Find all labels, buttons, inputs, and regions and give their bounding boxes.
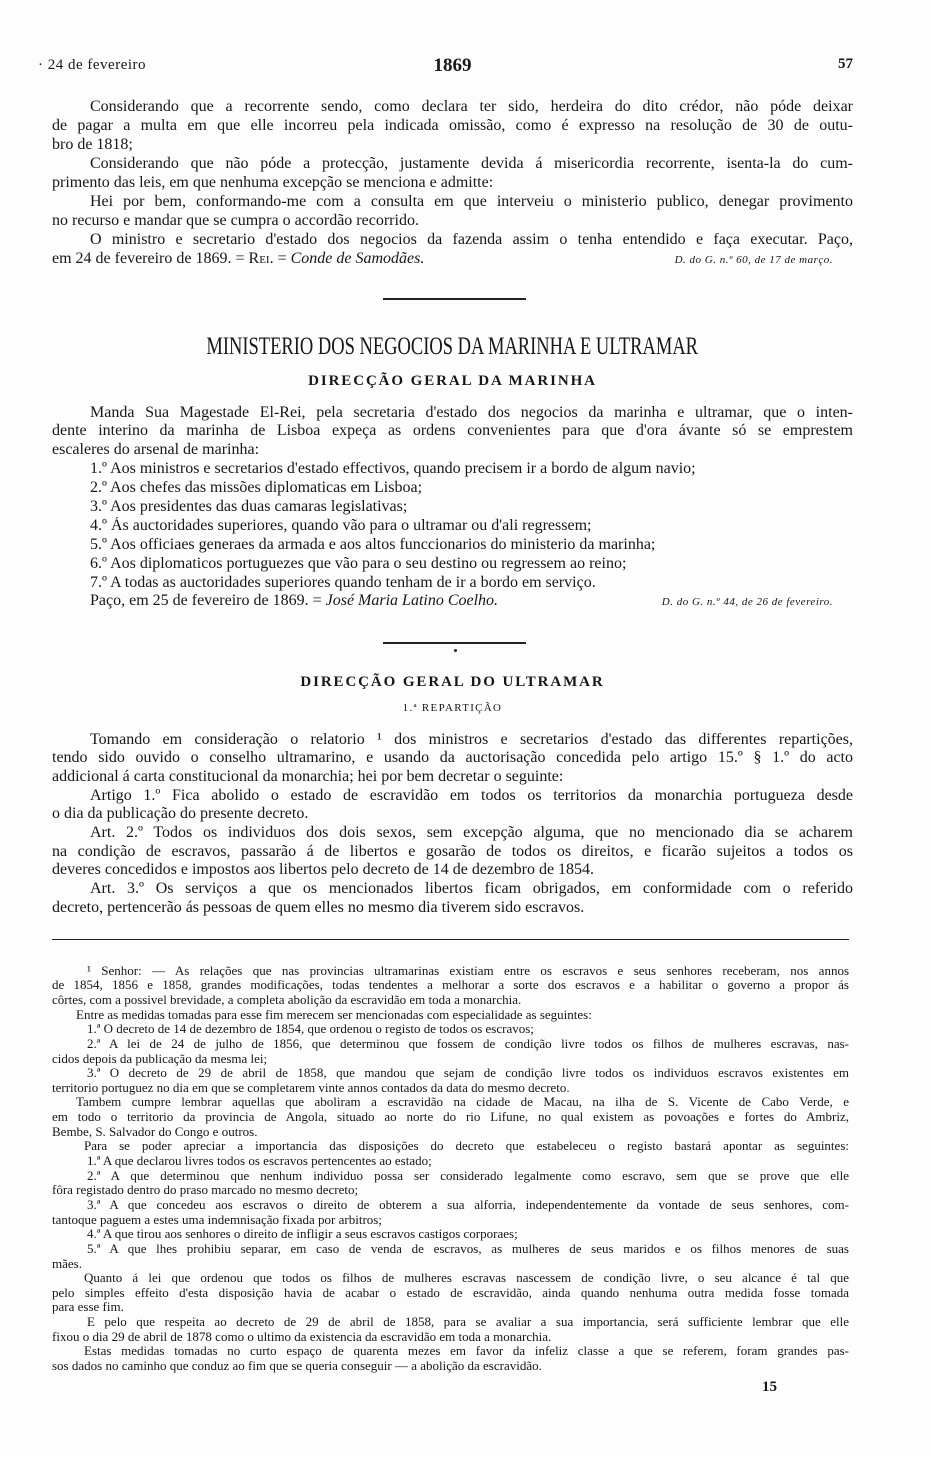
text-line: primento das leis, em que nenhuma excepção se menciona e admitte: — [52, 173, 494, 191]
text-line: no recurso e mandar que se cumpra o accordão recorrido. — [52, 211, 419, 229]
footnote-line: 4.ª A que tirou aos senhores o direito de infligir a seus escravos castigos corporaes; — [87, 1227, 518, 1242]
running-header-year: 1869 — [433, 55, 472, 76]
list-item: 5.º Aos officiaes generaes da armada e aos altos funccionarios do ministerio da marinha; — [90, 535, 656, 553]
decree-fazenda — [52, 97, 853, 268]
signature-text — [52, 249, 424, 268]
list-item: 6.º Aos diplomaticos portuguezes que vão para o seu destino ou regressem ao reino; — [90, 554, 627, 572]
footnote-line: fixou o dia 29 de abril de 1878 como o ultimo da existencia da escravidão em toda a monarchia. — [52, 1329, 552, 1344]
footnote-line: côrtes, com a possivel brevidade, a completa abolição da escravidão em toda a monarchia. — [52, 992, 522, 1007]
list-item: 1.º Aos ministros e secretarios d'estado effectivos, quando precisem ir a bordo de algum navio; — [90, 460, 696, 478]
article-line: decreto, pertencerão ás pessoas de quem elles no mesmo dia tiverem sido escravos. — [52, 898, 585, 916]
footnote-line: mães. — [52, 1256, 82, 1271]
footnote-line: 1.ª A que declarou livres todos os escravos pertencentes ao estado; — [87, 1154, 432, 1169]
text-line: dente interino da marinha de Lisboa expeça as ordens convenientes para que d'ora ávante só se emprestem — [52, 422, 853, 440]
footnote-line: territorio portuguez no dia em que se completarem vinte annos contados da data do mesmo decreto. — [52, 1080, 570, 1095]
footnote-line: fôra registado dentro do praso marcado no mesmo decreto; — [52, 1183, 359, 1198]
footnote-line: E pelo que respeita ao decreto de 29 de abril de 1858, para se avaliar a sua importancia, será sufficiente lembrar que elle — [87, 1315, 849, 1330]
footnote-line: Para se poder apreciar a importancia das disposições do decreto que estabeleceu o registo bastará apontar as seguintes: — [84, 1139, 849, 1154]
running-header-date: · 24 de fevereiro — [38, 57, 147, 73]
article-line: deveres concedidos e impostos aos libertos pelo decreto de 14 de dezembro de 1854. — [52, 861, 595, 879]
list-item: 7.º A todas as auctoridades superiores quando tenham de ir a bordo em serviço. — [90, 573, 596, 591]
signature-minister: José Maria Latino Coelho. — [325, 592, 499, 610]
footnote-line: Entre as medidas tomadas para esse fim merecem ser mencionadas com especialidade as seguintes: — [76, 1007, 592, 1022]
text-line: Considerando que não póde a protecção, justamente devida á misericordia recorrente, isenta-la do cum- — [90, 154, 853, 172]
decree-ultramar — [52, 731, 853, 918]
footnote-line: 2.ª A lei de 24 de julho de 1856, que determinou que fossem de condição livre todos os filhos de mulheres escravas, nas- — [87, 1036, 849, 1051]
signature-minister: Conde de Samodães. — [290, 249, 425, 267]
footnote-divider — [52, 939, 849, 940]
section-divider — [383, 642, 526, 644]
footnote-line: 1.ª O decreto de 14 de dezembro de 1854, que ordenou o registo de todos os escravos; — [87, 1022, 534, 1037]
directorate-title-marinha: DIRECÇÃO GERAL DA MARINHA — [308, 373, 597, 389]
text-line: addicional á carta constitucional da monarchia; hei por bem decretar o seguinte: — [52, 767, 564, 785]
signature-text — [90, 592, 498, 611]
text-line: tendo sido ouvido o conselho ultramarino, e usando da auctorisação concedida pelo artigo 15.º § 1.º do acto — [52, 749, 853, 767]
list-item: 3.º Aos presidentes das duas camaras legislativas; — [90, 497, 408, 515]
article-line: Art. 2.º Todos os individuos dos dois sexos, sem excepção alguma, que no mencionado dia se acharem — [90, 824, 853, 842]
footnote-line: 5.ª A que lhes prohibiu separar, em caso de venda de escravos, as mulheres de seus maridos e os filhos menores de suas — [87, 1241, 849, 1256]
text-line: Hei por bem, conformando-me com a consulta em que interveiu o ministerio publico, denegar provimento — [90, 192, 853, 210]
footnote-line: sos dados no caminho que conduz ao fim que se queria conseguir — a abolição da escravidão. — [52, 1358, 542, 1373]
article-line: Art. 3.º Os serviços a que os mencionados libertos ficam obrigados, em conformidade com o referido — [90, 880, 853, 898]
article-line: Artigo 1.º Fica abolido o estado de escravidão em todos os territorios da monarchia portugueza desde — [90, 786, 853, 804]
ministry-title — [52, 333, 853, 361]
text-line: O ministro e secretario d'estado dos negocios da fazenda assim o tenha entendido e faça executar. Paço, — [90, 230, 853, 248]
footnote-line: Quanto á lei que ordenou que todos os filhos de mulheres escravas nascessem de condição livre, o seu alcance é tal que — [84, 1271, 849, 1286]
text-line: Tomando em consideração o relatorio ¹ dos ministros e secretarios d'estado das differentes repartições, — [90, 730, 853, 748]
footnote-line: Bembe, S. Salvador do Congo e outros. — [52, 1124, 258, 1139]
footnote — [52, 964, 849, 1374]
text-line: bro de 1818; — [52, 135, 133, 153]
list-item: 4.º Ás auctoridades superiores, quando vão para o ultramar ou d'ali regressem; — [90, 516, 592, 534]
article-line: na condição de escravos, passarão á de libertos e gosarão de todos os direitos, e ficarão sujeitos a todos os — [52, 842, 853, 860]
footnote-line: 2.ª A que determinou que nenhum individuo possa ser considerado legalmente como escravo, sem que se prove que elle — [87, 1168, 849, 1183]
divider-dot — [454, 649, 457, 652]
text-line: Considerando que a recorrente sendo, como declara ter sido, herdeira do dito crédor, não póde deixar — [90, 97, 853, 115]
signature-line — [52, 592, 853, 611]
department-title: 1.ª REPARTIÇÃO — [402, 702, 503, 714]
signature-date: em 24 de fevereiro de 1869. = — [52, 249, 245, 267]
footnote-line: de 1854, 1856 e 1858, grandes modificações, todas tendentes a melhorar a sorte dos escravos e a habilitar o governo a propor ás — [52, 978, 849, 993]
footnote-line: Tambem cumpre lembrar aquellas que aboliram a escravidão na cidade de Macau, na ilha de S. Vicente de Cabo Verde, e — [76, 1095, 849, 1110]
footnote-line: ¹ Senhor: — As relações que nas provincias ultramarinas existiam entre os escravos e seus senhores receberam, nos annos — [87, 963, 849, 978]
signature-date: Paço, em 25 de fevereiro de 1869. = — [90, 592, 322, 610]
gazette-citation: D. do G. n.º 44, de 26 de fevereiro. — [661, 596, 833, 609]
footnote-line: em todo o territorio da provincia de Angola, situado ao norte do rio Lifune, no qual existem as povoações e fortes do Ambriz, — [52, 1110, 849, 1125]
footnote-line: Estas medidas tomadas no curto espaço de quarenta mezes em favor da infeliz classe a que se referem, foram grandes pas- — [84, 1344, 849, 1359]
footnote-line: 3.ª O decreto de 29 de abril de 1858, que mandou que sejam de condição livre todos os individuos escravos existentes em — [87, 1066, 849, 1081]
footnote-line: tantoque paguem a estes uma indemnisação fixada por arbitros; — [52, 1212, 382, 1227]
text-line: de pagar a multa em que elle incorreu pela indicada omissão, como é expresso na resolução de 30 de outu- — [52, 116, 853, 134]
order-marinha — [52, 404, 853, 612]
printer-signature-mark: 15 — [762, 1379, 777, 1395]
footnote-line: para esse fim. — [52, 1300, 124, 1315]
directorate-title-ultramar: DIRECÇÃO GERAL DO ULTRAMAR — [300, 674, 605, 690]
footnote-line: cidos depois da publicação da mesma lei; — [52, 1051, 268, 1066]
list-item: 2.º Aos chefes das missões diplomaticas em Lisboa; — [90, 479, 423, 497]
ministry-title-text: MINISTERIO DOS NEGOCIOS DA MARINHA E ULTRAMAR — [206, 333, 699, 360]
footnote-line: 3.ª A que concedeu aos escravos o direito de obterem a sua alforria, independentemente da vontade de seus senhores, com- — [87, 1197, 849, 1212]
text-line: Manda Sua Magestade El-Rei, pela secretaria d'estado dos negocios da marinha e ultramar, que o inten- — [90, 403, 853, 421]
footnote-line: pelo simples effeito d'esta disposição havia de acabar o estado de escravidão, ainda quando nenhuma outra medida fosse tomada — [52, 1285, 849, 1300]
signature-line — [52, 249, 853, 268]
signature-separator: = — [277, 249, 287, 267]
signature-sovereign: Rei. — [248, 249, 274, 267]
gazette-citation: D. do G. n.º 60, de 17 de março. — [674, 253, 833, 266]
page-number: 57 — [838, 56, 853, 72]
article-line: o dia da publicação do presente decreto. — [52, 805, 309, 823]
text-line: escaleres do arsenal de marinha: — [52, 441, 260, 459]
section-divider — [383, 298, 526, 300]
